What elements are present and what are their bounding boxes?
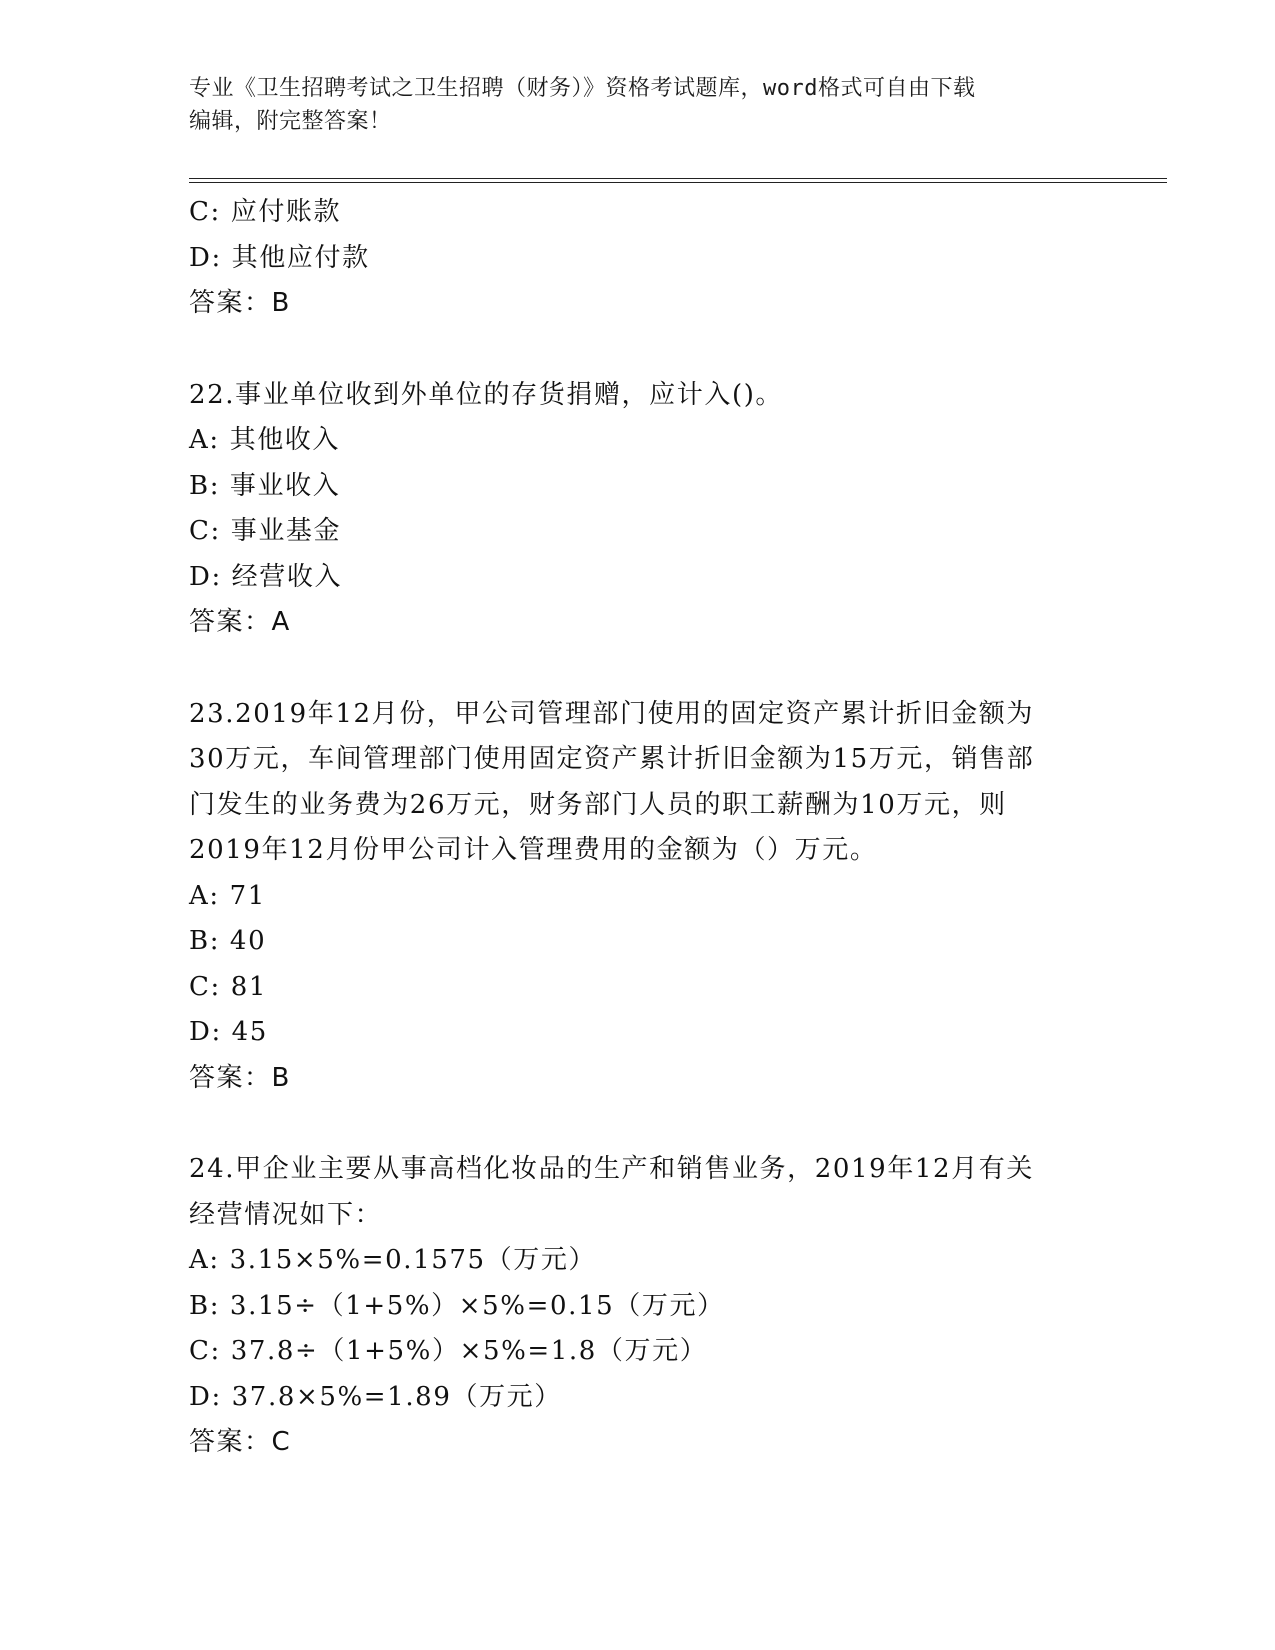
spacer [189,327,1089,373]
question-21-tail [189,190,1089,327]
spacer [189,1101,1089,1147]
header-divider [189,178,1167,183]
question-stem-line: 23.2019年12月份，甲公司管理部门使用的固定资产累计折旧金额为 [189,698,1035,729]
option-c: C: 应付账款 [189,197,342,227]
header-line-2: 编辑，附完整答案！ [189,109,392,134]
question-list [189,190,1089,1466]
spacer [189,646,1089,692]
option-d: D: 其他应付款 [189,242,370,273]
option-c: C: 37.8÷（1+5%）×5%=1.8（万元） [189,1336,708,1366]
option-c: C: 81 [189,971,268,1002]
question-stem: 22.事业单位收到外单位的存货捐赠，应计入()。 [189,379,784,410]
answer: 答案：B [189,1062,291,1093]
question-stem-line: 经营情况如下： [189,1199,383,1230]
question-24 [189,1147,1089,1466]
question-stem-line: 24.甲企业主要从事高档化妆品的生产和销售业务，2019年12月有关 [189,1154,1035,1184]
question-stem-line: 2019年12月份甲公司计入管理费用的金额为（）万元。 [189,835,878,865]
question-stem-line: 30万元，车间管理部门使用固定资产累计折旧金额为15万元，销售部 [189,744,1035,774]
question-stem-line: 门发生的业务费为26万元，财务部门人员的职工薪酬为10万元，则 [189,789,1007,820]
question-22 [189,373,1089,646]
page-header [189,72,1089,138]
option-a: A: 其他收入 [189,425,341,455]
answer: 答案：A [189,607,291,637]
option-c: C: 事业基金 [189,516,342,546]
option-d: D: 经营收入 [189,561,343,592]
question-23 [189,692,1089,1102]
answer: 答案：C [189,1427,292,1457]
option-a: A: 3.15×5%=0.1575（万元） [189,1245,597,1275]
header-line-1: 专业《卫生招聘考试之卫生招聘（财务）》资格考试题库，word格式可自由下载 [189,76,976,101]
option-b: B: 3.15÷（1+5%）×5%=0.15（万元） [189,1290,725,1321]
answer: 答案：B [189,288,291,318]
option-d: D: 45 [189,1017,268,1047]
option-b: B: 事业收入 [189,470,341,501]
option-d: D: 37.8×5%=1.89（万元） [189,1381,562,1412]
option-a: A: 71 [189,880,266,911]
option-b: B: 40 [189,926,267,956]
